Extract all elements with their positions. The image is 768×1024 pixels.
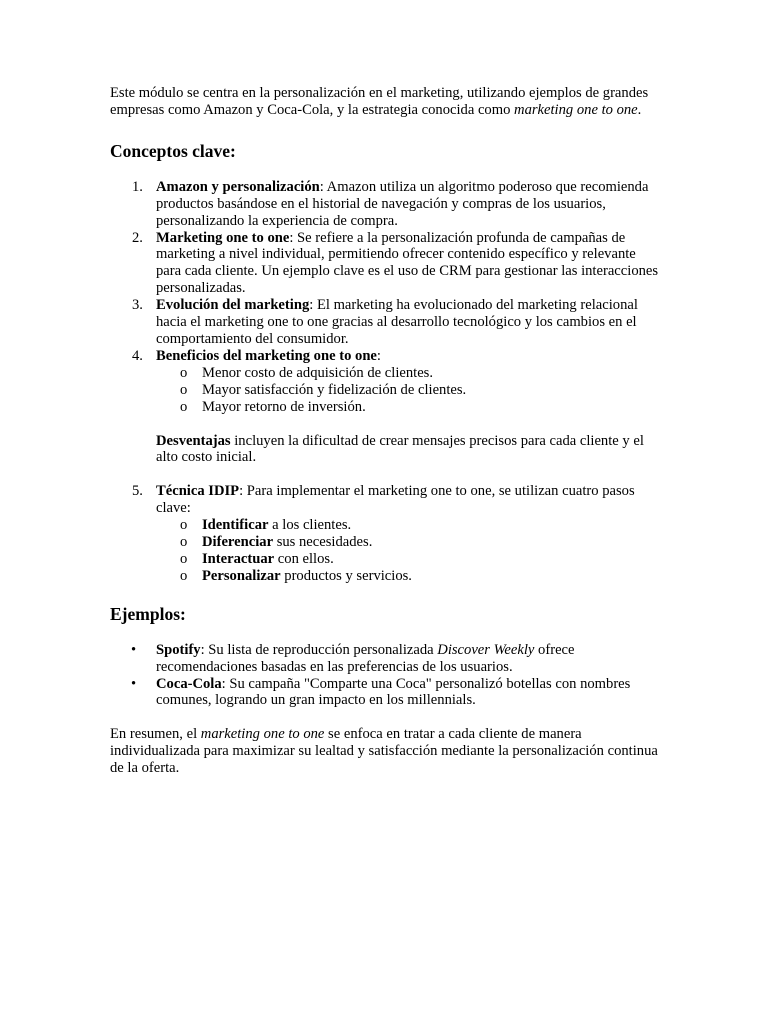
concepto-item-4 [110, 348, 662, 483]
sub-item-text: Menor costo de adquisición de clientes. [202, 364, 434, 381]
summary-italic: marketing one to one [200, 726, 325, 743]
ejemplo-item-spotify [110, 642, 662, 676]
intro-text: Este módulo se centra en la personalización en el marketing, utilizando ejemplos de grandes empresas como Amazon y Coca-Cola, y la estrategia conocida como [110, 85, 649, 118]
ejemplo-text: : Su lista de reproducción personalizada [200, 641, 438, 658]
ejemplo-text: : Su campaña "Comparte una Coca" personalizó botellas con nombres comunes, logrando un gran impacto en los millennials. [156, 675, 631, 709]
item-title: Beneficios del marketing one to one [156, 347, 377, 364]
concepto-item-3 [110, 297, 662, 348]
ejemplo-item-coca-cola [110, 676, 662, 710]
step-bold: Identificar [202, 517, 269, 534]
item-number: 1. [132, 178, 143, 195]
summary-paragraph [110, 726, 662, 777]
ejemplo-text: ofrece recomendaciones basadas en las preferencias de los usuarios. [156, 641, 575, 675]
sub-item-text: Mayor satisfacción y fidelización de clientes. [202, 381, 467, 398]
step-bold: Diferenciar [202, 534, 274, 551]
item-title: Técnica IDIP [156, 483, 240, 500]
beneficios-list [156, 365, 662, 416]
concepto-item-2 [110, 230, 662, 298]
sub-item [156, 568, 662, 585]
sub-marker: o [180, 567, 188, 584]
step-bold: Personalizar [202, 567, 281, 584]
ejemplos-list [110, 642, 662, 710]
bullet-marker: • [131, 641, 137, 658]
item-text: : Se refiere a la personalización profunda de campañas de marketing a nivel individual, permitiendo ofrecer contenido específico y relevante para cada cliente. Un ejemplo clave es el uso de CRM para gestionar las interacciones personalizadas. [156, 229, 659, 297]
ejemplo-italic: Discover Weekly [437, 641, 535, 658]
conceptos-list [110, 179, 662, 585]
summary-text: se enfoca en tratar a cada cliente de manera individualizada para maximizar su lealtad y satisfacción mediante la personalización continua de la oferta. [110, 726, 658, 777]
sub-marker: o [180, 381, 188, 398]
item-number: 2. [132, 229, 143, 246]
idip-steps-list [156, 517, 662, 585]
sub-marker: o [180, 398, 188, 415]
item-number: 4. [132, 347, 143, 364]
sub-marker: o [180, 534, 188, 551]
bullet-marker: • [131, 675, 137, 692]
concepto-item-1 [110, 179, 662, 230]
step-text: con ellos. [274, 550, 334, 567]
conceptos-heading: Conceptos clave: [110, 140, 236, 161]
spacer [156, 466, 662, 483]
sub-item [156, 551, 662, 568]
item-text: : El marketing ha evolucionado del marketing relacional hacia el marketing one to one gracias al desarrollo tecnológico y los cambios en el comportamiento del consumidor. [156, 297, 638, 347]
sub-item [156, 517, 662, 534]
intro-paragraph [110, 85, 662, 119]
step-bold: Interactuar [202, 550, 275, 567]
item-text: : Amazon utiliza un algoritmo poderoso que recomienda productos basándose en el historial de navegación y compras de los usuarios, personalizando la experiencia de compra. [156, 178, 649, 229]
sub-item [156, 399, 662, 416]
sub-item [156, 365, 662, 382]
spacer [156, 416, 662, 433]
item-text: : [376, 347, 381, 364]
desventajas-paragraph [156, 433, 662, 467]
step-text: sus necesidades. [273, 534, 373, 551]
sub-marker: o [180, 517, 188, 534]
item-title: Evolución del marketing [156, 297, 310, 314]
item-number: 5. [132, 483, 143, 500]
desventajas-title: Desventajas [156, 432, 231, 449]
item-number: 3. [132, 297, 143, 314]
sub-item [156, 534, 662, 551]
item-text: : Para implementar el marketing one to one, se utilizan cuatro pasos clave: [156, 483, 635, 517]
intro-italic: marketing one to one [514, 101, 638, 118]
ejemplo-title: Spotify [156, 641, 201, 658]
sub-marker: o [180, 550, 188, 567]
desventajas-text: incluyen la dificultad de crear mensajes precisos para cada cliente y el alto costo inicial. [156, 432, 644, 466]
document-body [110, 85, 662, 777]
item-title: Marketing one to one [156, 229, 290, 246]
ejemplo-title: Coca-Cola [156, 675, 222, 692]
sub-marker: o [180, 364, 188, 381]
ejemplos-heading: Ejemplos: [110, 603, 186, 624]
sub-item-text: Mayor retorno de inversión. [202, 398, 366, 415]
summary-text: En resumen, el [110, 726, 201, 743]
intro-end: . [637, 101, 642, 118]
sub-item [156, 382, 662, 399]
item-title: Amazon y personalización [156, 178, 320, 195]
step-text: productos y servicios. [280, 567, 412, 584]
concepto-item-5 [110, 483, 662, 584]
step-text: a los clientes. [268, 517, 352, 534]
